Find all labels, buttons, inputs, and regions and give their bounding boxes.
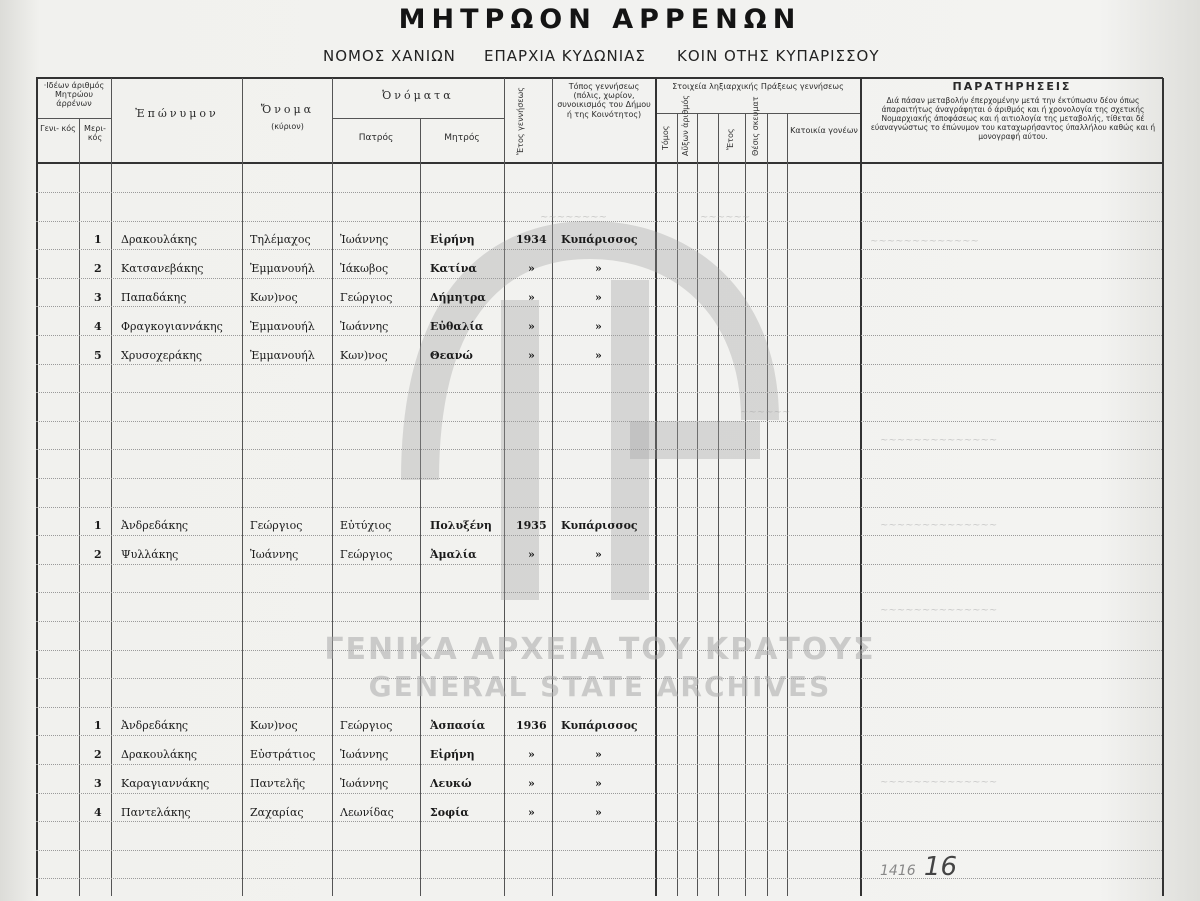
entry-etos: »: [528, 349, 535, 362]
entry-onoma: Παντελῆς: [250, 777, 306, 790]
entry-patros: Ἰωάννης: [340, 320, 389, 333]
entry-mitros: Λευκώ: [430, 777, 472, 790]
aa-header: ·Ιδέων άριθμός Μητρώου άρρένων: [43, 81, 105, 109]
bleed-through-text: ~~~~~~~~~~~~~~: [880, 520, 998, 531]
col-border: [860, 78, 862, 896]
entry-etos: »: [528, 548, 535, 561]
page-mark: 1416: [880, 863, 916, 879]
entry-mitros: Εὐθαλία: [430, 320, 484, 333]
col-border: [332, 78, 333, 896]
bleed-through-text: ~~~~~~~~~~~~~~: [880, 435, 998, 446]
entry-mitros: Ἀμαλία: [430, 548, 477, 561]
entry-mitros: Ἀσπασία: [430, 719, 486, 732]
entry-etos: 1934: [516, 233, 547, 246]
katoikia-header: Κατοικία γονέων: [790, 126, 858, 135]
entry-etos: »: [528, 748, 535, 761]
entry-topos: »: [595, 748, 602, 761]
entry-mer: 1: [94, 719, 102, 732]
entry-patros: Λεωνίδας: [340, 806, 394, 819]
aukson-header: Αὔξων ἀριθμός: [681, 95, 690, 156]
entry-etos: »: [528, 320, 535, 333]
page-number-value: 16: [923, 852, 957, 882]
entry-eponymon: Ψυλλάκης: [121, 548, 179, 561]
entry-mitros: Πολυξένη: [430, 519, 492, 532]
entry-patros: Κων)νος: [340, 349, 388, 362]
entry-mer: 1: [94, 233, 102, 246]
entry-patros: Ἰωάννης: [340, 748, 389, 761]
topos-header: Τόπος γεννήσεως (πόλις, χωρίον, συνοικισμός του Δήμου ή της Κοινότητος): [557, 82, 651, 119]
entry-onoma: Ἐμμανουήλ: [250, 262, 315, 275]
col-border: [242, 78, 243, 896]
bleed-through-text: ~~~~~~: [740, 407, 791, 418]
aa-header-divider: [36, 118, 112, 119]
entry-mer: 4: [94, 806, 102, 819]
entry-mer: 3: [94, 777, 102, 790]
entry-eponymon: Παντελάκης: [121, 806, 191, 819]
entry-onoma: Ἐμμανουήλ: [250, 349, 315, 362]
entry-patros: Εὐτύχιος: [340, 519, 392, 532]
entry-topos: Κυπάρισσος: [561, 519, 638, 532]
paratiriseis-note: Διά πάσαν μεταβολήν έπερχομένην μετά την έκτύπωσιν δέον όπως άπαραιτήτως άναγράφηται ό άριθμός και ή χρονολογία της σχετικής Νομαρχιακής άποφάσεως και ή αιτιολογία της μεταβολής, τίθεται δέ εύαναγνώστως το έπώνυμον του καταχωρήσαντος ύπαλλήλου καθώς και ή μονογραφή αύτου.: [870, 96, 1156, 141]
entry-onoma: Κων)νος: [250, 719, 298, 732]
entry-patros: Ἰάκωβος: [340, 262, 389, 275]
row-guide-line: [36, 850, 1162, 851]
koinotis-label: ΚΟΙΝ ΟΤΗΣ ΚΥΠΑΡΙΣΣΟΥ: [677, 47, 880, 65]
entry-patros: Γεώργιος: [340, 291, 393, 304]
entry-eponymon: Δρακουλάκης: [121, 748, 198, 761]
page-number: [880, 852, 957, 882]
row-guide-line: [36, 707, 1162, 708]
entry-patros: Ἰωάννης: [340, 777, 389, 790]
onoma-header: Ὄνομα: [260, 103, 315, 116]
entry-topos: Κυπάρισσος: [561, 233, 638, 246]
mitros-header: Μητρός: [444, 133, 480, 143]
eponymon-header: Ἐπώνυμον: [135, 107, 219, 120]
entry-etos: »: [528, 262, 535, 275]
entry-mer: 3: [94, 291, 102, 304]
entry-eponymon: Ἀνδρεδάκης: [121, 719, 189, 732]
entry-onoma: Τηλέμαχος: [250, 233, 311, 246]
entry-topos: »: [595, 806, 602, 819]
watermark-english: GENERAL STATE ARCHIVES: [368, 670, 832, 703]
entry-onoma: Ἐμμανουήλ: [250, 320, 315, 333]
entry-topos: Κυπάρισσος: [561, 719, 638, 732]
aa-general-header: Γενι- κός: [40, 124, 76, 133]
watermark-greek: ΓΕΝΙΚΑ ΑΡΧΕΙΑ ΤΟΥ ΚΡΑΤΟΥΣ: [324, 632, 876, 667]
thesi-header: Θέσις σκευματ: [751, 96, 760, 156]
entry-onoma: Κων)νος: [250, 291, 298, 304]
row-guide-line: [36, 821, 1162, 822]
etos-header: Ἔτος γεννήσεως: [516, 87, 525, 155]
bleed-through-text: ~~~~~~~~~~~~~~: [880, 605, 998, 616]
onomata-header-divider: [332, 118, 504, 119]
entry-topos: »: [595, 291, 602, 304]
stoixeia-header: Στοιχεία ληξιαρχικής Πράξεως γεννήσεως: [672, 82, 844, 91]
entry-etos: »: [528, 777, 535, 790]
col-border: [111, 78, 112, 896]
bleed-through-text: ~~~~~~~~: [540, 212, 608, 223]
tomos-header: Τόμος: [661, 125, 670, 150]
row-guide-line: [36, 793, 1162, 794]
entry-eponymon: Ἀνδρεδάκης: [121, 519, 189, 532]
bleed-through-text: ~~~~~~: [700, 212, 751, 223]
col-border: [36, 78, 38, 896]
entry-mitros: Σοφία: [430, 806, 469, 819]
entry-mitros: Εἰρήνη: [430, 233, 475, 246]
entry-mitros: Θεανώ: [430, 349, 473, 362]
entry-topos: »: [595, 262, 602, 275]
entry-patros: Γεώργιος: [340, 548, 393, 561]
aa-partial-header: Μερι- κός: [84, 124, 106, 143]
entry-etos: »: [528, 806, 535, 819]
row-guide-line: [36, 764, 1162, 765]
header-bottom-border: [36, 162, 1163, 164]
entry-mer: 2: [94, 262, 102, 275]
entry-mitros: Εἰρήνη: [430, 748, 475, 761]
entry-eponymon: Χρυσοχεράκης: [121, 349, 203, 362]
entry-etos: 1935: [516, 519, 547, 532]
entry-mer: 1: [94, 519, 102, 532]
entry-topos: »: [595, 349, 602, 362]
entry-mitros: Δήμητρα: [430, 291, 486, 304]
entry-topos: »: [595, 777, 602, 790]
entry-eponymon: Φραγκογιαννάκης: [121, 320, 223, 333]
row-guide-line: [36, 878, 1162, 879]
entry-etos: 1936: [516, 719, 547, 732]
entry-onoma: Ζαχαρίας: [250, 806, 304, 819]
bleed-through-text: ~~~~~~~~~~~~~: [870, 236, 979, 247]
entry-patros: Γεώργιος: [340, 719, 393, 732]
entry-eponymon: Καραγιαννάκης: [121, 777, 210, 790]
entry-onoma: Ἰωάννης: [250, 548, 299, 561]
paratiriseis-header: ΠΑΡΑΤΗΡΗΣΕΙΣ: [952, 80, 1072, 93]
nomos-label: ΝΟΜΟΣ ΧΑΝΙΩΝ: [323, 47, 456, 65]
entry-mitros: Κατίνα: [430, 262, 477, 275]
eparchia-label: ΕΠΑΡΧΙΑ ΚΥΔΩΝΙΑΣ: [484, 47, 646, 65]
entry-onoma: Εὐστράτιος: [250, 748, 316, 761]
entry-eponymon: Παπαδάκης: [121, 291, 187, 304]
onomata-header: Ὀνόματα: [382, 89, 454, 102]
register-title: ΜΗΤΡΩΟΝ ΑΡΡΕΝΩΝ: [398, 4, 802, 35]
entry-mer: 2: [94, 748, 102, 761]
row-guide-line: [36, 621, 1162, 622]
entry-eponymon: Κατσανεβάκης: [121, 262, 204, 275]
entry-mer: 2: [94, 548, 102, 561]
entry-mer: 4: [94, 320, 102, 333]
entry-eponymon: Δρακουλάκης: [121, 233, 198, 246]
table-top-border: [36, 77, 1163, 79]
entry-onoma: Γεώργιος: [250, 519, 303, 532]
entry-topos: »: [595, 320, 602, 333]
col-border: [1162, 78, 1164, 896]
row-guide-line: [36, 735, 1162, 736]
entry-topos: »: [595, 548, 602, 561]
etos2-header: Ἔτος: [726, 128, 735, 150]
bleed-through-text: ~~~~~~~~~~~~~~: [880, 777, 998, 788]
patros-header: Πατρός: [358, 133, 394, 143]
onoma-sub-header: (κύριον): [271, 122, 304, 131]
entry-mer: 5: [94, 349, 102, 362]
entry-etos: »: [528, 291, 535, 304]
entry-patros: Ἰωάννης: [340, 233, 389, 246]
